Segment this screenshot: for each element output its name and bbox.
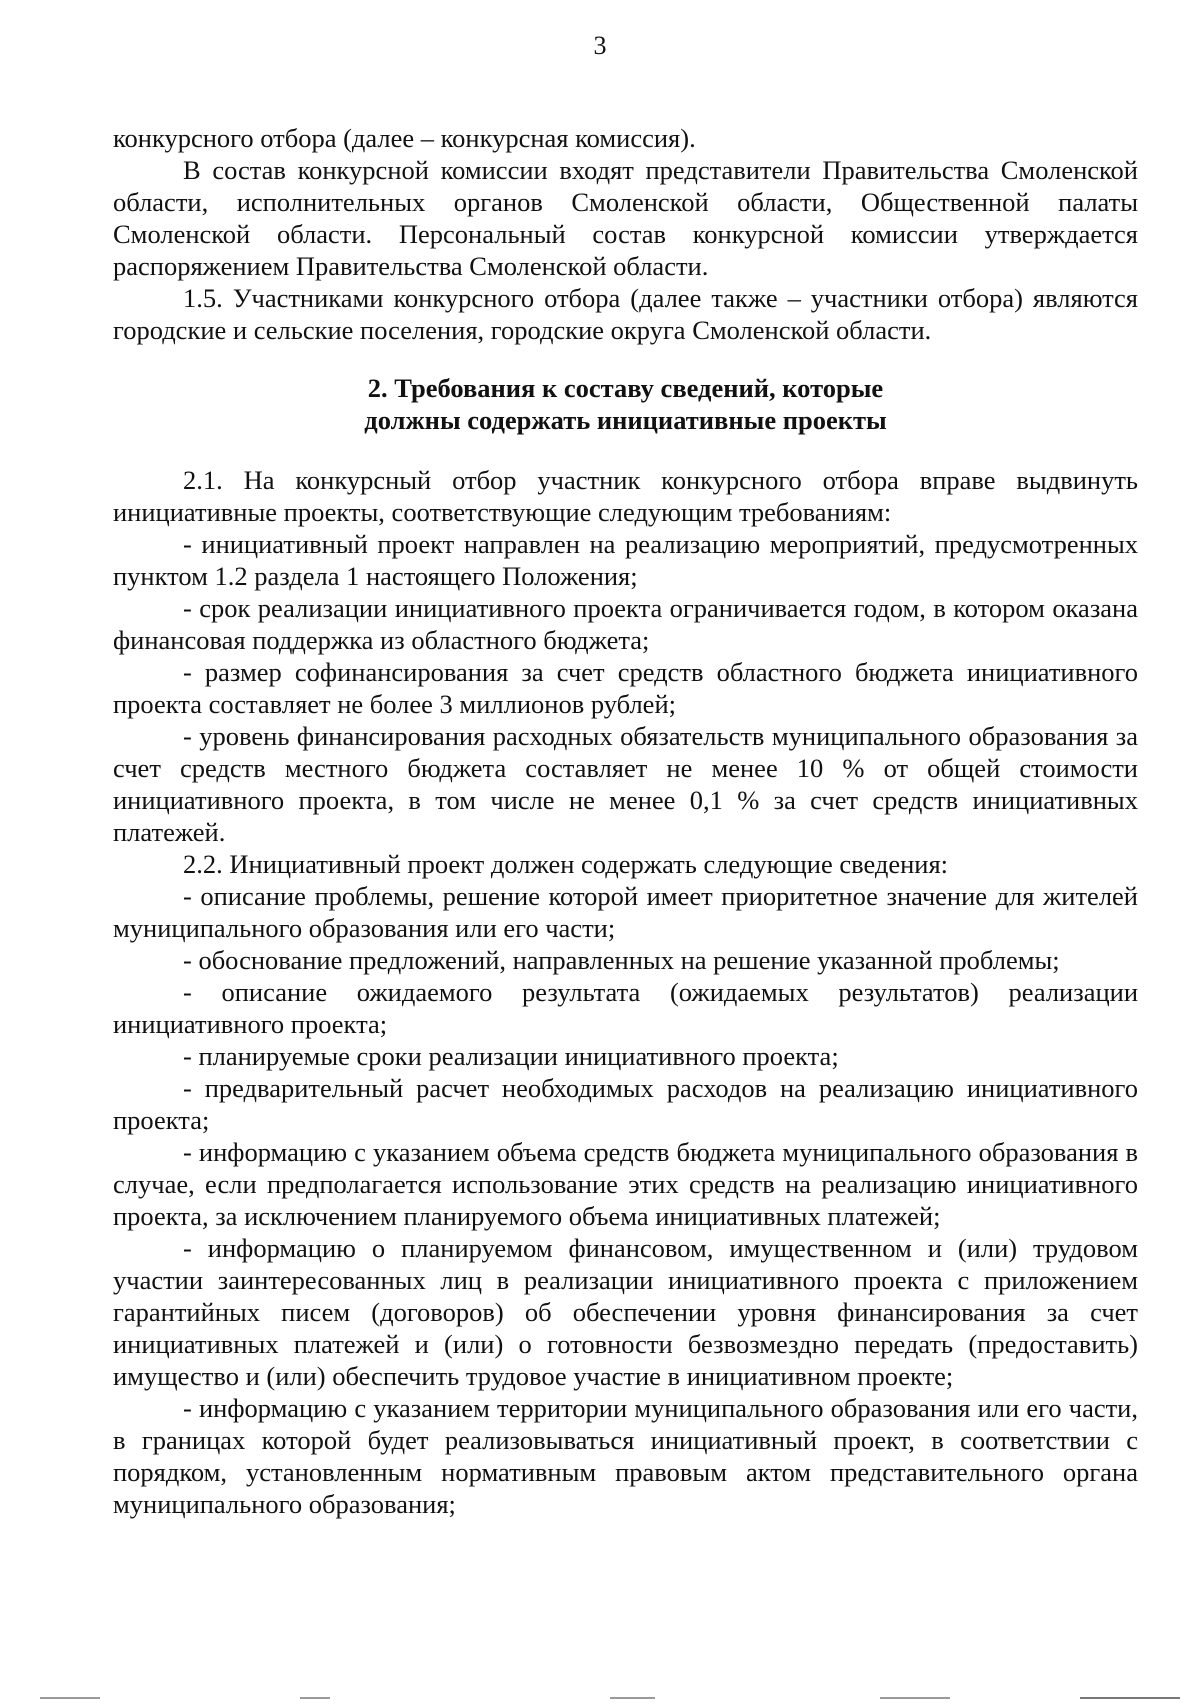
paragraph: 1.5. Участниками конкурсного отбора (далее также – участники отбора) являются городские и сельские поселения, городские округа Смоленской области. bbox=[113, 283, 1138, 345]
page-number: 3 bbox=[593, 31, 607, 60]
list-item: - информацию с указанием объема средств бюджета муниципального образования в случае, если предполагается использование этих средств на реализацию инициативного проекта, за исключением планируемого объема инициативных платежей; bbox=[113, 1137, 1138, 1231]
section-heading-line: должны содержать инициативные проекты bbox=[364, 405, 887, 435]
list-item: - описание ожидаемого результата (ожидаемых результатов) реализации инициативного проекта; bbox=[113, 977, 1138, 1039]
section-heading-line: 2. Требования к составу сведений, которые bbox=[367, 373, 884, 403]
document-body bbox=[113, 122, 1138, 1520]
list-item: - предварительный расчет необходимых расходов на реализацию инициативного проекта; bbox=[113, 1073, 1138, 1135]
list-item: - срок реализации инициативного проекта ограничивается годом, в котором оказана финансовая поддержка из областного бюджета; bbox=[113, 593, 1138, 655]
paragraph: 2.1. На конкурсный отбор участник конкурсного отбора вправе выдвинуть инициативные проекты, соответствующие следующим требованиям: bbox=[113, 465, 1138, 527]
section-heading bbox=[113, 372, 1138, 436]
paragraph: 2.2. Инициативный проект должен содержать следующие сведения: bbox=[183, 849, 949, 879]
list-item: - инициативный проект направлен на реализацию мероприятий, предусмотренных пунктом 1.2 раздела 1 настоящего Положения; bbox=[113, 529, 1138, 591]
list-item: - обоснование предложений, направленных на решение указанной проблемы; bbox=[183, 945, 1060, 975]
list-item: - уровень финансирования расходных обязательств муниципального образования за счет средств местного бюджета составляет не менее 10 % от общей стоимости инициативного проекта, в том числе не менее 0,1 % за счет средств инициативных платежей. bbox=[113, 721, 1138, 847]
list-item: - информацию с указанием территории муниципального образования или его части, в границах которой будет реализовываться инициативный проект, в соответствии с порядком, установленным нормативным правовым актом представительного органа муниципального образования; bbox=[113, 1393, 1138, 1519]
scan-edge-artifacts bbox=[0, 1691, 1200, 1699]
list-item: - информацию о планируемом финансовом, имущественном и (или) трудовом участии заинтересованных лиц в реализации инициативного проекта с приложением гарантийных писем (договоров) об обеспечении уровня финансирования за счет инициативных платежей и (или) о готовности безвозмездно передать (предоставить) имущество и (или) обеспечить трудовое участие в инициативном проекте; bbox=[113, 1233, 1138, 1391]
paragraph: конкурсного отбора (далее – конкурсная комиссия). bbox=[113, 123, 696, 153]
list-item: - планируемые сроки реализации инициативного проекта; bbox=[183, 1041, 839, 1071]
list-item: - размер софинансирования за счет средств областного бюджета инициативного проекта составляет не более 3 миллионов рублей; bbox=[113, 657, 1138, 719]
paragraph: В состав конкурсной комиссии входят представители Правительства Смоленской области, исполнительных органов Смоленской области, Общественной палаты Смоленской области. Персональный состав конкурсной комиссии утверждается распоряжением Правительства Смоленской области. bbox=[113, 155, 1138, 281]
list-item: - описание проблемы, решение которой имеет приоритетное значение для жителей муниципального образования или его части; bbox=[113, 881, 1138, 943]
